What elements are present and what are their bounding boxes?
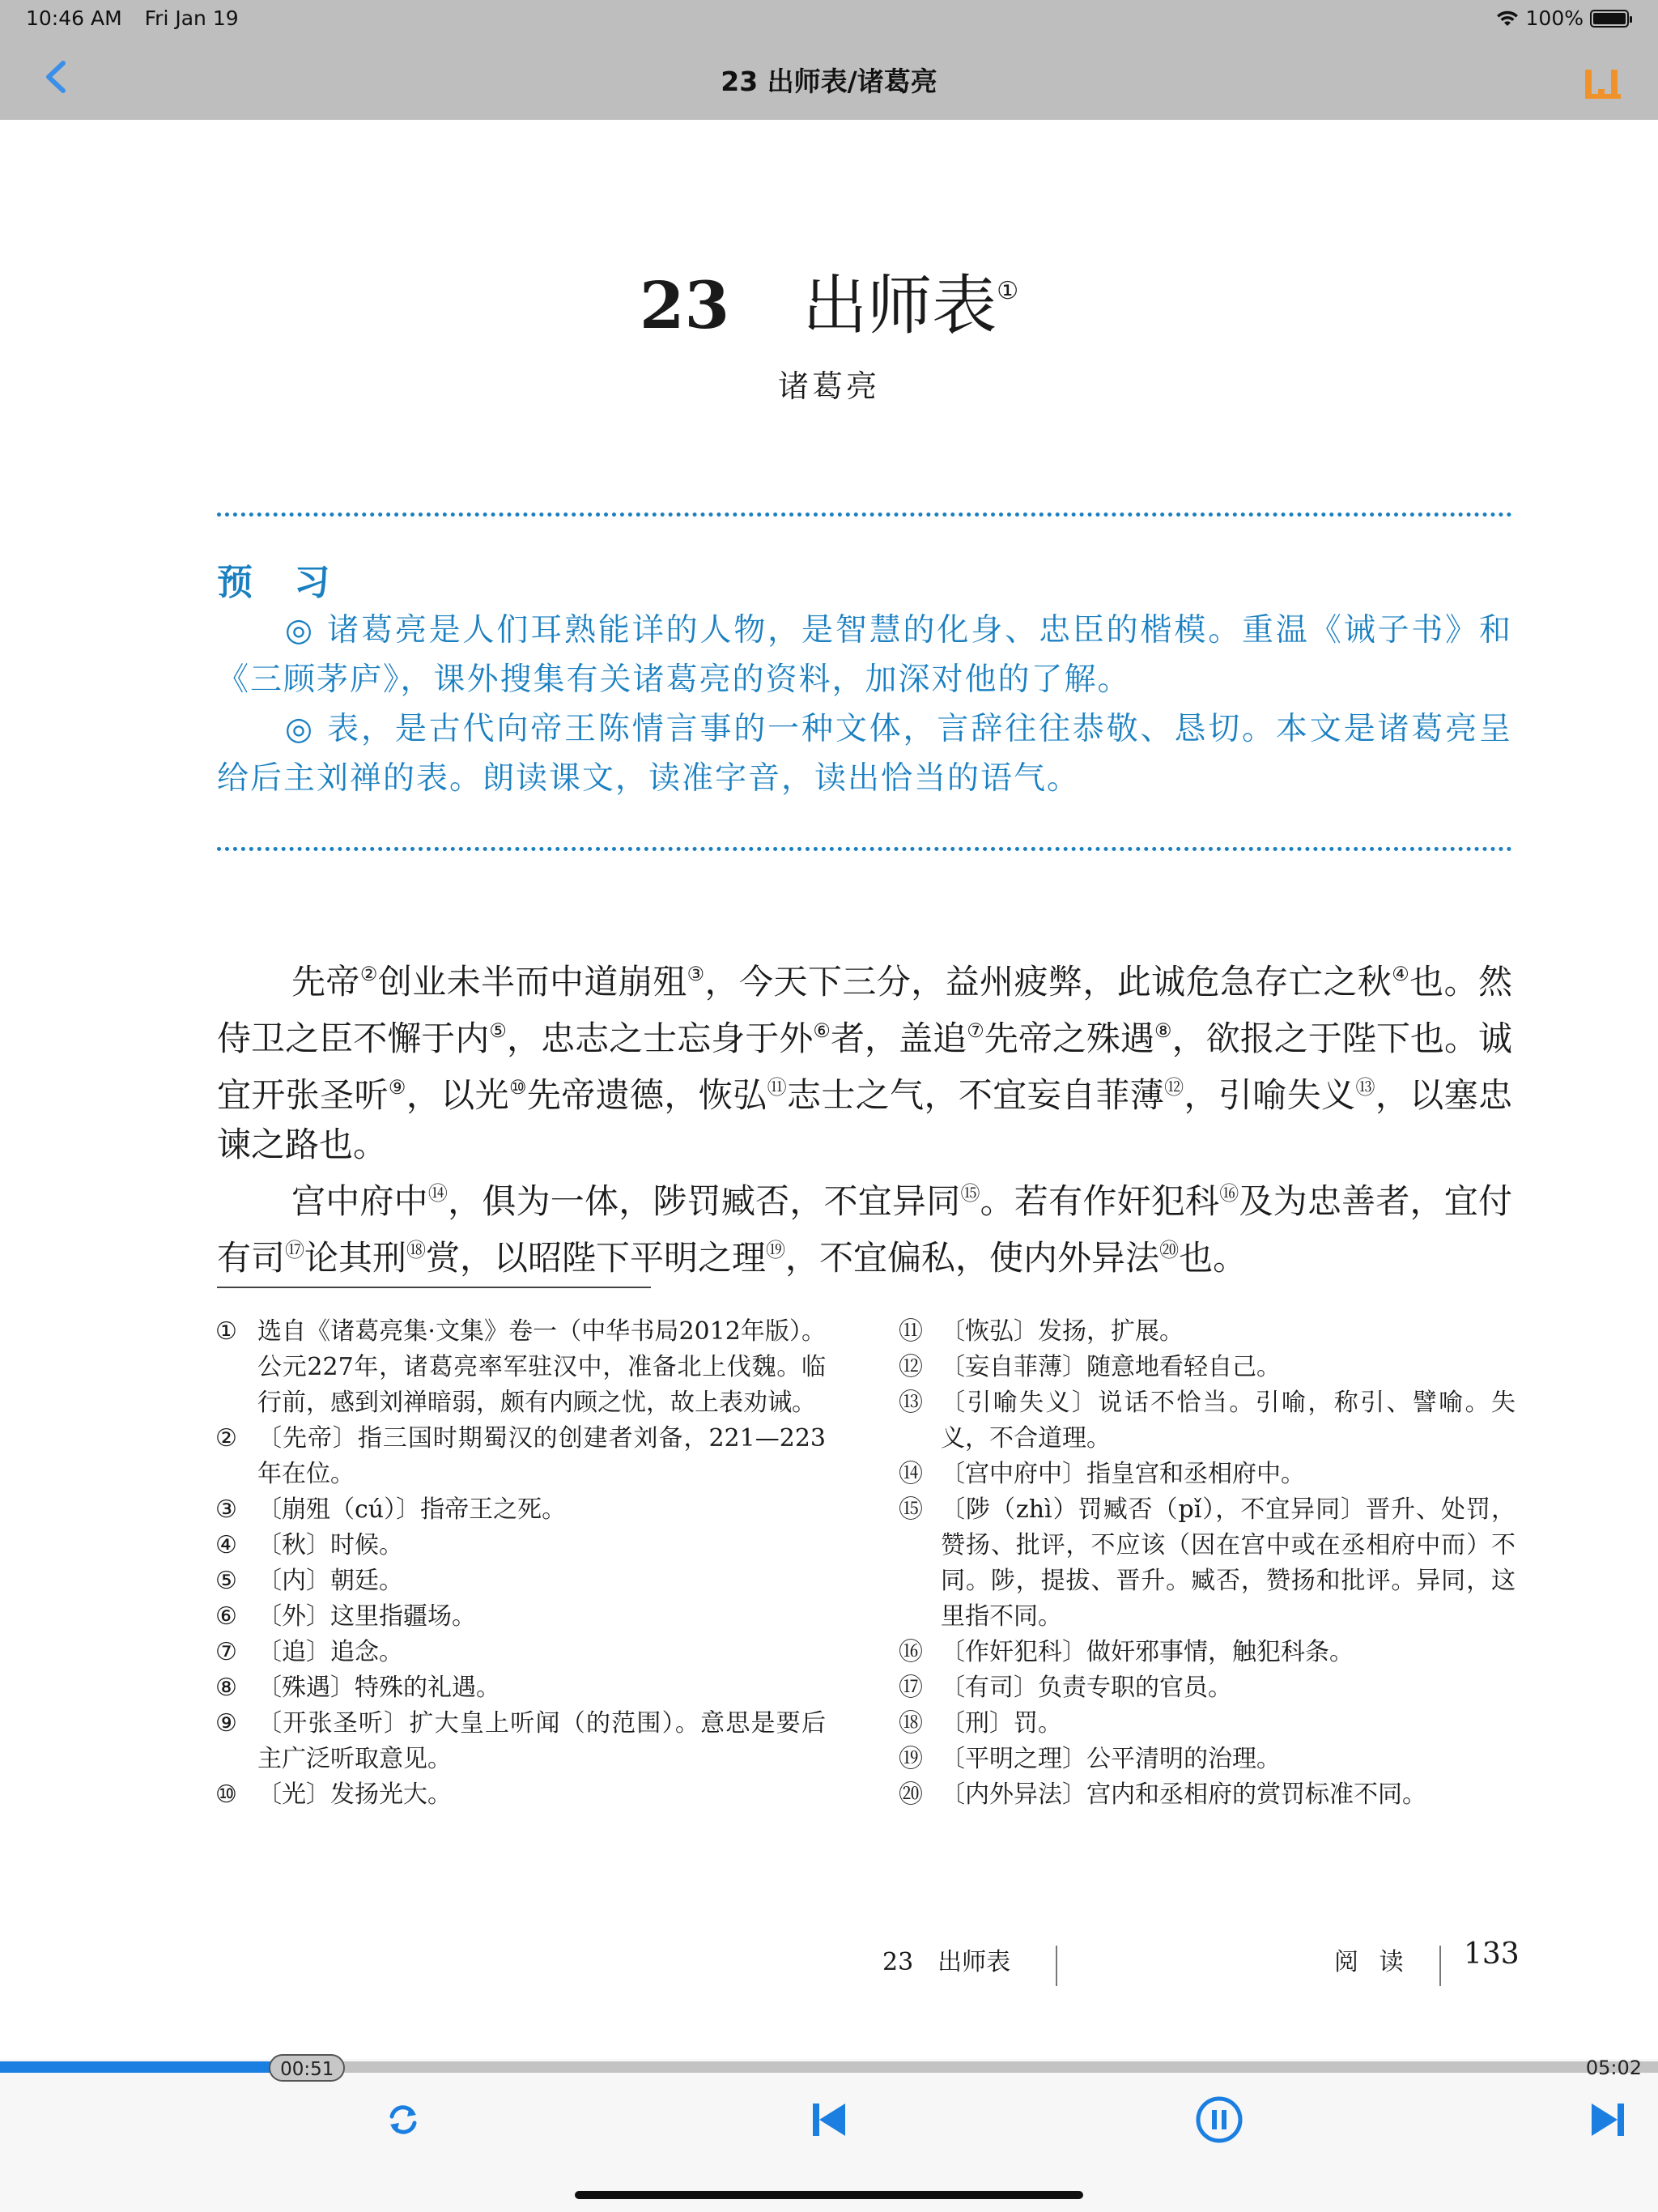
- footnote-mark: ⑲: [766, 1239, 786, 1261]
- footnote: [899, 1706, 1516, 1742]
- text-run: ，引喻失义: [1184, 1075, 1356, 1115]
- footer-divider: [1439, 1946, 1441, 1986]
- footnote-number: ⑱: [899, 1709, 923, 1738]
- text-run: ，不宜偏私，使内外异法: [785, 1238, 1160, 1278]
- footnotes-right: [899, 1314, 1516, 1813]
- footnote-mark: ⑬: [1355, 1076, 1375, 1099]
- text-run: ，欲报之于陛下也。诚宜开张圣听: [217, 1019, 1513, 1115]
- skip-next-icon[interactable]: [1585, 2097, 1630, 2142]
- footnote-number: ⑭: [899, 1460, 923, 1488]
- footnote-number: ③: [215, 1495, 237, 1524]
- footnote-mark: ⑯: [1219, 1182, 1239, 1205]
- footnote-mark: ⑮: [960, 1182, 980, 1205]
- footnote-text: 〔追〕追念。: [257, 1638, 403, 1666]
- status-time: [26, 6, 239, 30]
- main-text: [217, 950, 1512, 1283]
- text-run: 先帝遗德，恢弘: [526, 1075, 767, 1115]
- text-run: 。若有作奸犯科: [980, 1181, 1220, 1221]
- footnote-number: ⑯: [899, 1638, 923, 1666]
- footnote: [899, 1385, 1516, 1457]
- progress-track[interactable]: [0, 2061, 1658, 2073]
- footnote: [215, 1492, 826, 1528]
- footnotes-left: [215, 1314, 826, 1813]
- repeat-icon[interactable]: [380, 2097, 426, 2142]
- footnote-text: 〔崩殂（cú）〕指帝王之死。: [257, 1495, 567, 1524]
- preview-paragraph-2: ◎ 表，是古代向帝王陈情言事的一种文体，言辞往往恭敬、恳切。本文是诸葛亮呈给后主刘禅的表。朗读课文，读准字音，读出恰当的语气。: [217, 711, 1512, 797]
- footnote-mark: ⑱: [406, 1239, 427, 1261]
- footnote-number: ②: [215, 1424, 237, 1453]
- dotted-divider-bottom: [217, 847, 1512, 851]
- lesson-number: 23: [639, 267, 730, 343]
- footnote-mark: ⑨: [388, 1076, 406, 1099]
- status-date: Fri Jan 19: [144, 6, 239, 30]
- footnote-number: ⑨: [215, 1709, 237, 1738]
- footer-section-label: 阅 读: [1334, 1948, 1410, 1976]
- footnote-mark: ②: [359, 963, 378, 985]
- text-paragraph-2: [217, 1169, 1512, 1283]
- top-bar: [0, 0, 1658, 120]
- pause-icon[interactable]: [1195, 2095, 1244, 2144]
- footnote: [215, 1563, 826, 1599]
- footnote-text: 〔刑〕罚。: [941, 1709, 1062, 1738]
- preview-block: [217, 606, 1512, 803]
- text-run: ，今天下三分，益州疲弊，此诚危急存亡之秋: [704, 962, 1392, 1002]
- footnote: [215, 1777, 826, 1813]
- text-run: 志士之气，不宜妄自菲薄: [786, 1075, 1165, 1115]
- bars-icon[interactable]: [1584, 65, 1622, 100]
- footnote-number: ⑮: [899, 1495, 923, 1524]
- text-run: 赏，以昭陛下平明之理: [426, 1238, 767, 1278]
- footnote-text: 〔宫中府中〕指皇宫和丞相府中。: [941, 1460, 1305, 1488]
- footnote-mark: ④: [1392, 963, 1410, 985]
- footnote: [899, 1492, 1516, 1635]
- lesson-author: 诸葛亮: [777, 368, 880, 404]
- battery-icon: [1590, 10, 1629, 28]
- footnote-mark: ⑦: [967, 1019, 984, 1042]
- footnote-text: 〔恢弘〕发扬，扩展。: [941, 1317, 1184, 1346]
- footnote-text: 〔引喻失义〕说话不恰当。引喻，称引、譬喻。失义，不合道理。: [941, 1389, 1516, 1453]
- page-title: 23 出师表/诸葛亮: [721, 66, 937, 97]
- footnote: [899, 1777, 1516, 1813]
- text-run: 及为忠善者，宜付有司: [217, 1181, 1512, 1278]
- footnote: [899, 1314, 1516, 1350]
- title-footnote-mark: ①: [997, 277, 1019, 305]
- footnote-number: ⑰: [899, 1674, 923, 1702]
- footnote: [899, 1670, 1516, 1706]
- footnote-mark: ⑳: [1159, 1239, 1180, 1261]
- footnote-mark: ⑫: [1164, 1076, 1184, 1099]
- text-run: 也。然侍卫之臣不懈于内: [217, 962, 1512, 1058]
- footnote-number: ⑩: [215, 1780, 237, 1809]
- footnote-rule: [217, 1287, 651, 1288]
- wifi-icon: [1495, 10, 1520, 28]
- home-indicator: [575, 2191, 1083, 2199]
- footnote: [899, 1742, 1516, 1777]
- dotted-divider-top: [217, 513, 1512, 517]
- footnote-text: 〔开张圣听〕扩大皇上听闻（的范围）。意思是要后主广泛听取意见。: [257, 1709, 826, 1773]
- text-run: 者，盖追: [830, 1019, 967, 1058]
- footnote-text: 〔秋〕时候。: [257, 1531, 403, 1559]
- text-run: 也。: [1179, 1238, 1248, 1278]
- lesson-heading: [0, 253, 1658, 347]
- footnote-number: ⑪: [899, 1317, 923, 1346]
- footnote-number: ⑥: [215, 1602, 237, 1631]
- footnote-mark: ⑧: [1154, 1019, 1172, 1042]
- footnote-number: ④: [215, 1531, 237, 1559]
- footnote-text: 〔作奸犯科〕做奸邪事情，触犯科条。: [941, 1638, 1354, 1666]
- footnote: [899, 1350, 1516, 1385]
- status-indicators: [1495, 6, 1629, 30]
- footnote-number: ⑲: [899, 1745, 923, 1773]
- footnote-number: ⑫: [899, 1353, 923, 1381]
- footer-lesson-label: 23 出师表: [882, 1948, 1011, 1976]
- footnote-number: ⑬: [899, 1389, 923, 1417]
- footnote-number: ⑤: [215, 1567, 237, 1595]
- battery-percent: 100%: [1525, 6, 1584, 30]
- footnote: [215, 1314, 826, 1421]
- page-number: 133: [1464, 1938, 1520, 1971]
- text-run: ，俱为一体，陟罚臧否，不宜异同: [448, 1181, 961, 1221]
- footnote-text: 〔内〕朝廷。: [257, 1567, 403, 1595]
- footnote-text: 〔妄自菲薄〕随意地看轻自己。: [941, 1353, 1281, 1381]
- text-run: ，以光: [406, 1075, 509, 1115]
- current-time-badge[interactable]: 00:51: [269, 2054, 345, 2082]
- footnote: [215, 1706, 826, 1777]
- footnote-text: 〔陟（zhì）罚臧否（pǐ），不宜异同〕晋升、处罚，赞扬、批评，不应该（因在宫中或在丞相府中而）不同。陟，提拔、晋升。臧否，赞扬和批评。异同，这里指不同。: [941, 1495, 1516, 1631]
- footnote-text: 〔先帝〕指三国时期蜀汉的创建者刘备，221—223年在位。: [257, 1424, 826, 1488]
- footnote-number: ⑧: [215, 1674, 237, 1702]
- text-run: 创业未半而中道崩殂: [377, 962, 687, 1002]
- footnote-mark: ⑪: [767, 1076, 787, 1099]
- footnote-text: 〔外〕这里指疆场。: [257, 1602, 476, 1631]
- footnote: [215, 1670, 826, 1706]
- text-run: 宫中府中: [291, 1181, 428, 1221]
- text-run: 先帝: [291, 962, 360, 1002]
- text-run: ，以塞忠谏之路也。: [217, 1075, 1513, 1164]
- footnote-number: ①: [215, 1317, 237, 1346]
- footnote-number: ⑦: [215, 1638, 237, 1666]
- footnote-text: 〔殊遇〕特殊的礼遇。: [257, 1674, 500, 1702]
- text-paragraph-1: [217, 950, 1512, 1169]
- footnote: [899, 1457, 1516, 1492]
- status-clock: 10:46 AM: [26, 6, 122, 30]
- footnote: [215, 1421, 826, 1492]
- footer-divider: [1056, 1946, 1057, 1986]
- footnote-text: 〔平明之理〕公平清明的治理。: [941, 1745, 1281, 1773]
- footnote: [215, 1599, 826, 1635]
- footnote-text: 〔内外异法〕宫内和丞相府的赏罚标准不同。: [941, 1780, 1426, 1809]
- preview-paragraph-1: ◎ 诸葛亮是人们耳熟能详的人物，是智慧的化身、忠臣的楷模。重温《诫子书》和《三顾茅庐》，课外搜集有关诸葛亮的资料，加深对他的了解。: [217, 612, 1512, 698]
- footnote-mark: ⑰: [285, 1239, 305, 1261]
- footnote: [899, 1635, 1516, 1670]
- text-run: ，忠志之士忘身于外: [506, 1019, 814, 1058]
- footnote-number: ⑳: [899, 1780, 923, 1809]
- footnote-mark: ⑤: [489, 1019, 507, 1042]
- skip-previous-icon[interactable]: [806, 2097, 852, 2142]
- book-page: [0, 120, 1658, 2059]
- footnote: [215, 1635, 826, 1670]
- footnote-text: 〔有司〕负责专职的官员。: [941, 1674, 1232, 1702]
- lesson-title: 出师表: [802, 268, 997, 343]
- footnote: [215, 1528, 826, 1563]
- progress-fill: [0, 2061, 280, 2073]
- footnote-mark: ③: [687, 963, 705, 985]
- footnote-mark: ⑩: [508, 1076, 527, 1099]
- footnote-text: 选自《诸葛亮集·文集》卷一（中华书局2012年版）。公元227年，诸葛亮率军驻汉中，准备北上伐魏。临行前，感到刘禅暗弱，颇有内顾之忧，故上表劝诫。: [257, 1317, 826, 1417]
- footnote-mark: ⑥: [813, 1019, 831, 1042]
- preview-heading: 预 习: [217, 562, 345, 603]
- total-time: 05:02: [1585, 2057, 1642, 2079]
- text-run: 论其刑: [304, 1238, 407, 1278]
- text-run: 先帝之殊遇: [984, 1019, 1155, 1058]
- footnote-mark: ⑭: [427, 1182, 449, 1205]
- footnote-text: 〔光〕发扬光大。: [257, 1780, 452, 1809]
